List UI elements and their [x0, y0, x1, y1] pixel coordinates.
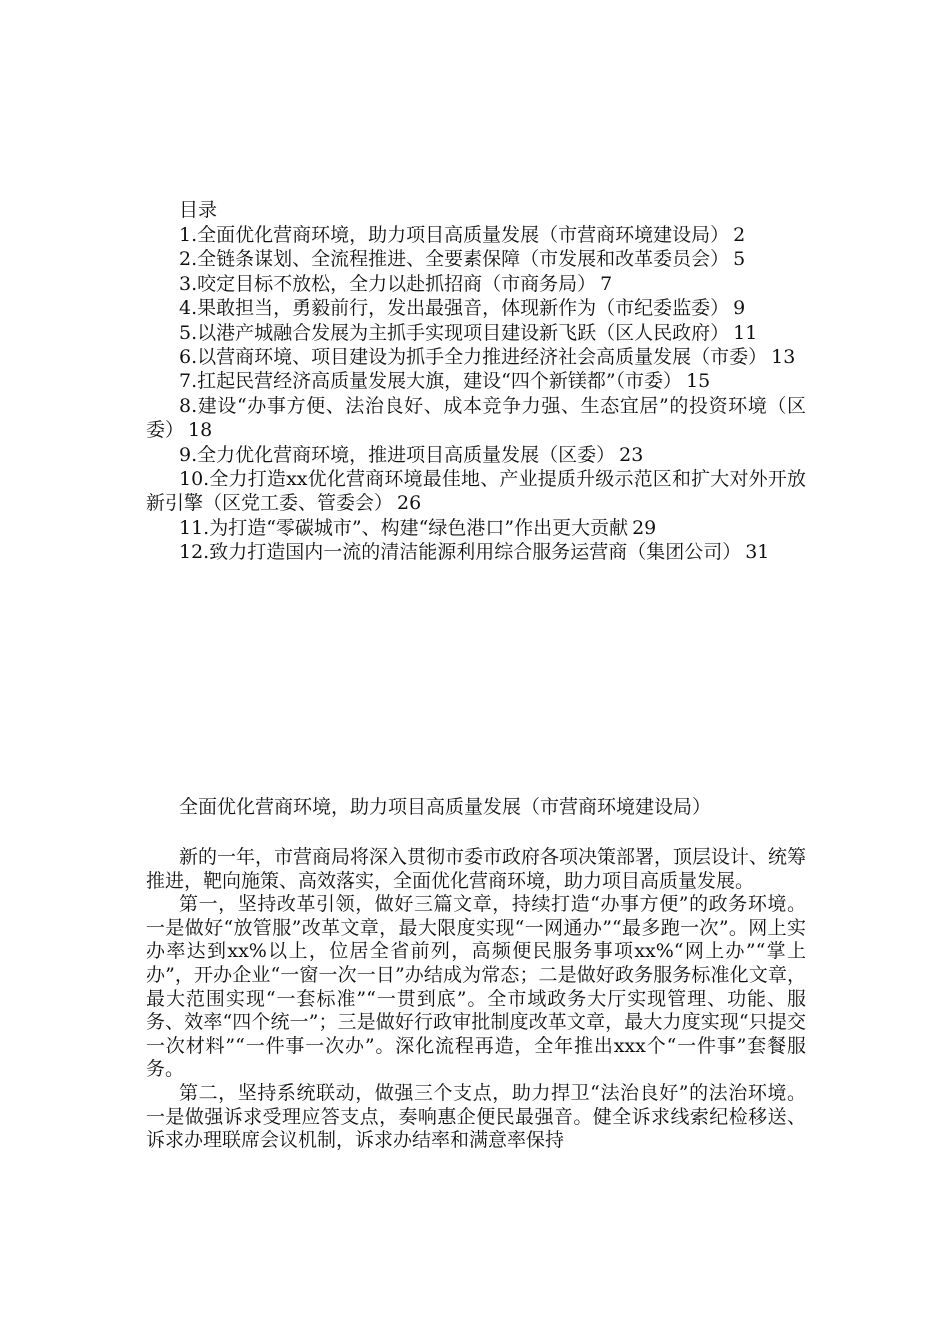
toc-item-text: 1.全面优化营商环境，助力项目高质量发展（市营商环境建设局） [179, 224, 730, 246]
toc-item[interactable] [146, 540, 806, 564]
section-title: 全面优化营商环境，助力项目高质量发展（市营商环境建设局） [179, 796, 712, 818]
toc-item-text: 12.致力打造国内一流的清洁能源利用综合服务运营商（集团公司） [179, 541, 742, 564]
toc-item[interactable] [146, 296, 806, 320]
toc-item-text: 6.以营商环境、项目建设为抓手全力推进经济社会高质量发展（市委） [179, 346, 768, 369]
toc-item-page: 26 [397, 492, 422, 515]
toc-item-page: 29 [632, 516, 657, 539]
toc-item-page: 18 [188, 419, 213, 442]
toc-item-text: 8.建设“办事方便、法治良好、成本竞争力强、生态宜居”的投资环境（区委） [146, 394, 806, 442]
toc-item-text: 7.扛起民营经济高质量发展大旗，建设“四个新镁都”（市委） [179, 370, 683, 393]
toc-item-text: 5.以港产城融合发展为主抓手实现项目建设新飞跃（区人民政府） [179, 321, 730, 344]
toc-item[interactable] [146, 321, 806, 345]
toc-item-text: 10.全力打造xx优化营商环境最佳地、产业提质升级示范区和扩大对外开放新引擎（区党工委、管委会） [146, 468, 806, 515]
toc-item-text: 3.咬定目标不放松，全力以赴抓招商（市商务局） [179, 272, 597, 295]
toc-item-page: 2 [733, 224, 746, 246]
toc-item[interactable] [146, 443, 806, 467]
toc-item[interactable] [146, 272, 806, 296]
toc-item[interactable] [146, 394, 806, 443]
toc-item-page: 11 [733, 321, 758, 344]
toc-item-page: 5 [733, 248, 746, 271]
toc-item-text: 4.果敢担当，勇毅前行，发出最强音，体现新作为（市纪委监委） [179, 297, 730, 320]
toc-item[interactable] [146, 223, 806, 247]
toc-item-page: 15 [686, 370, 711, 393]
toc-item[interactable] [146, 369, 806, 393]
toc-item-text: 2.全链条谋划、全流程推进、全要素保障（市发展和改革委员会） [179, 248, 730, 271]
section-body [146, 846, 806, 1153]
toc-item-text: 9.全力优化营商环境，推进项目高质量发展（区委） [179, 443, 616, 466]
toc-item[interactable] [146, 247, 806, 271]
toc-item[interactable] [146, 467, 806, 516]
toc-item-text: 11.为打造“零碳城市”、构建“绿色港口”作出更大贡献 [179, 516, 629, 539]
body-paragraph: 第二，坚持系统联动，做强三个支点，助力捍卫“法治良好”的法治环境。一是做强诉求受理应答支点，奏响惠企便民最强音。健全诉求线索纪检移送、诉求办理联席会议机制，诉求办结率和满意率保持 [146, 1081, 806, 1152]
document-page [146, 198, 807, 1152]
toc-item-page: 13 [771, 346, 796, 369]
toc-item-page: 31 [745, 541, 770, 564]
body-paragraph: 第一，坚持改革引领，做好三篇文章，持续打造“办事方便”的政务环境。一是做好“放管服”改革文章，最大限度实现“一网通办”“最多跑一次”。网上实办率达到xx%以上，位居全省前列，高频便民服务事项xx%“网上办”“掌上办”，开办企业“一窗一次一日”办结成为常态；二是做好政务服务标准化文章，最大范围实现“一套标准”“一贯到底”。全市域政务大厅实现管理、功能、服务、效率“四个统一”；三是做好行政审批制度改革文章，最大力度实现“只提交一次材料”“一件事一次办”。深化流程再造，全年推出xxx个“一件事”套餐服务。 [146, 893, 806, 1081]
body-paragraph: 新的一年，市营商局将深入贯彻市委市政府各项决策部署，顶层设计、统筹推进，靶向施策、高效落实，全面优化营商环境，助力项目高质量发展。 [146, 846, 807, 892]
toc-item[interactable] [146, 345, 806, 369]
toc-item-page: 9 [733, 297, 746, 320]
toc-list [146, 223, 806, 565]
toc-item[interactable] [146, 516, 806, 540]
toc-title: 目录 [179, 199, 218, 221]
toc-item-page: 23 [619, 443, 644, 466]
toc-item-page: 7 [600, 272, 613, 295]
